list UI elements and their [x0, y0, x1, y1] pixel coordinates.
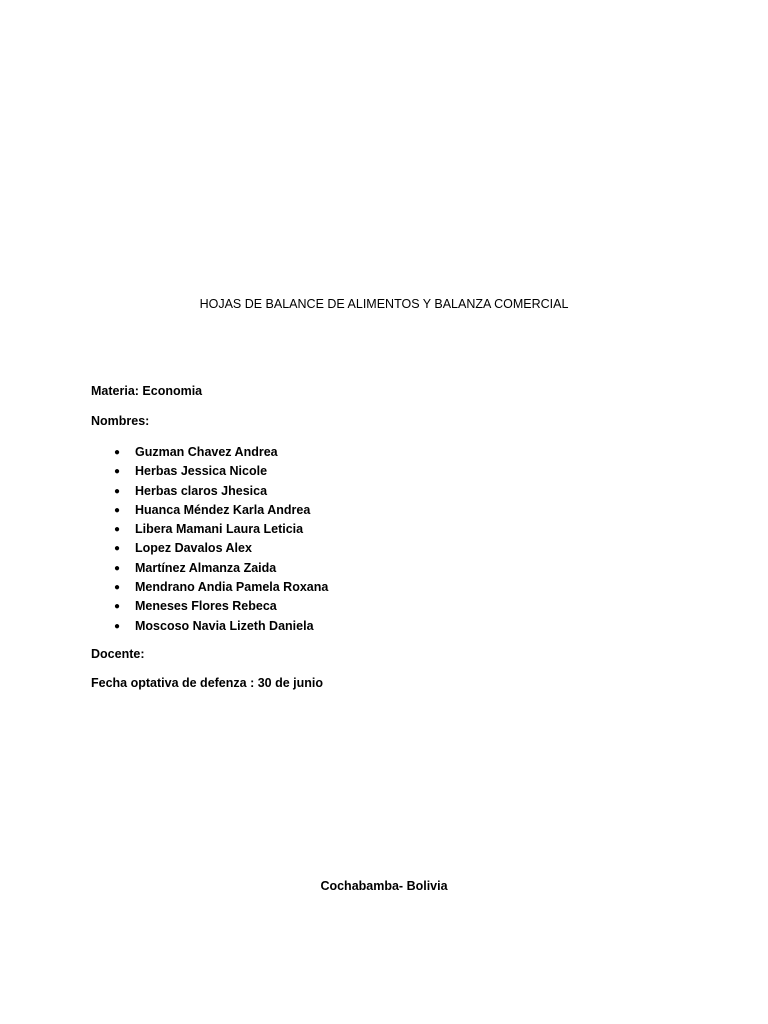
bullet-icon: ●	[114, 562, 121, 574]
student-name: Libera Mamani Laura Leticia	[135, 522, 304, 537]
names-list	[91, 443, 328, 636]
student-name: Meneses Flores Rebeca	[135, 599, 277, 614]
list-item	[91, 539, 328, 558]
list-item	[91, 578, 328, 597]
bullet-icon: ●	[114, 582, 121, 594]
list-item	[91, 559, 328, 578]
list-item	[91, 617, 328, 636]
student-name: Guzman Chavez Andrea	[135, 445, 278, 459]
student-name: Moscoso Navia Lizeth Daniela	[135, 618, 314, 633]
student-name: Mendrano Andia Pamela Roxana	[135, 580, 329, 595]
bullet-icon: ●	[114, 485, 121, 497]
bullet-icon: ●	[114, 504, 121, 516]
list-item	[91, 443, 328, 462]
bullet-icon: ●	[114, 620, 121, 632]
document-title: HOJAS DE BALANCE DE ALIMENTOS Y BALANZA COMERCIAL	[199, 297, 569, 311]
bullet-icon: ●	[114, 447, 121, 458]
list-item	[91, 520, 328, 539]
student-name: Huanca Méndez Karla Andrea	[135, 502, 311, 517]
bullet-icon: ●	[114, 466, 121, 478]
location-footer: Cochabamba- Bolivia	[320, 879, 448, 893]
student-name: Herbas Jessica Nicole	[135, 464, 268, 479]
student-name: Herbas claros Jhesica	[135, 483, 268, 498]
docente-label: Docente:	[91, 647, 145, 661]
list-item	[91, 462, 328, 481]
student-name: Martínez Almanza Zaida	[135, 560, 277, 575]
bullet-icon: ●	[114, 524, 121, 536]
list-item	[91, 597, 328, 616]
bullet-icon: ●	[114, 601, 121, 613]
student-name: Lopez Davalos Alex	[135, 541, 252, 556]
list-item	[91, 482, 328, 501]
list-item	[91, 501, 328, 520]
materia-line: Materia: Economia	[91, 384, 203, 398]
nombres-label: Nombres:	[91, 414, 150, 428]
fecha-line: Fecha optativa de defenza : 30 de junio	[91, 676, 323, 690]
bullet-icon: ●	[114, 543, 121, 555]
